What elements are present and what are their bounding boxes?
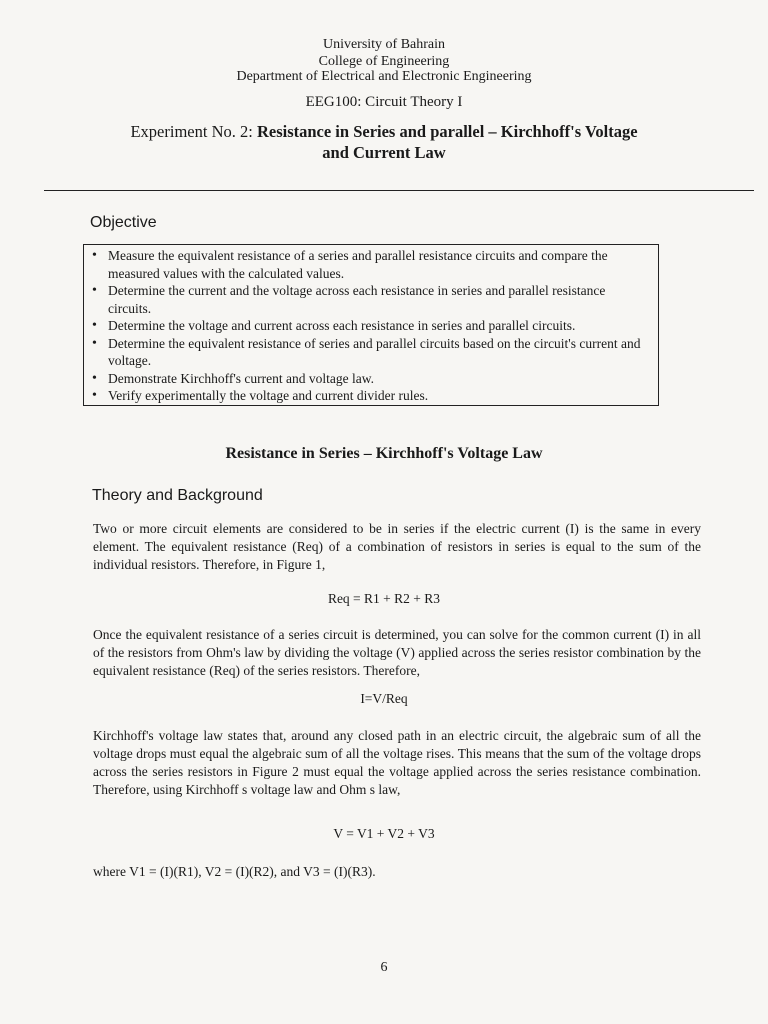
paragraph-ohms-law: Once the equivalent resistance of a series circuit is determined, you can solve for the common current (I) in all of the resistors from Ohm's law by dividing the voltage (V) applied across the series resistor combination by the equivalent resistance (Req) of the series resistors. Therefore,: [93, 627, 701, 678]
objective-item: • Demonstrate Kirchhoff's current and voltage law.: [90, 370, 650, 388]
college-name: College of Engineering: [318, 54, 450, 69]
paragraph-voltage-defs: where V1 = (I)(R1), V2 = (I)(R2), and V3 = (I)(R3).: [93, 864, 376, 879]
equation-voltage-sum: V = V1 + V2 + V3: [333, 826, 435, 841]
experiment-title: [0, 121, 768, 163]
equation-req: Req = R1 + R2 + R3: [327, 591, 441, 606]
objective-item: • Determine the voltage and current across each resistance in series and parallel circuits.: [90, 317, 650, 335]
theory-heading: Theory and Background: [92, 487, 263, 504]
objective-box: [83, 244, 659, 406]
experiment-title-line2: and Current Law: [322, 143, 446, 162]
section-title: Resistance in Series – Kirchhoff's Voltage Law: [225, 445, 543, 462]
course-title: EEG100: Circuit Theory I: [305, 94, 463, 110]
paragraph-series-definition: Two or more circuit elements are considered to be in series if the electric current (I) is the same in every element. The equivalent resistance (Req) of a combination of resistors in series is equal to the sum of the individual resistors. Therefore, in Figure 1,: [93, 521, 701, 572]
page-number: 6: [380, 960, 388, 975]
university-name: University of Bahrain: [322, 37, 446, 52]
paragraph-kvl: Kirchhoff's voltage law states that, around any closed path in an electric circuit, the algebraic sum of all the voltage drops must equal the algebraic sum of all the voltage rises. This means that the sum of the voltage drops across the series resistors in Figure 2 must equal the voltage applied across the series resistance combination. Therefore, using Kirchhoff s voltage law and Ohm s law,: [93, 728, 701, 797]
objective-item: • Measure the equivalent resistance of a series and parallel resistance circuits and compare the measured values with the calculated values.: [90, 247, 650, 282]
objective-item: • Determine the current and the voltage across each resistance in series and parallel resistance circuits.: [90, 282, 650, 317]
experiment-prefix: Experiment No. 2:: [130, 122, 257, 141]
objective-heading: Objective: [90, 214, 157, 231]
header-divider: [44, 190, 754, 191]
objective-item: • Verify experimentally the voltage and current divider rules.: [90, 387, 650, 405]
objective-item: • Determine the equivalent resistance of series and parallel circuits based on the circuit's current and voltage.: [90, 335, 650, 370]
department-name: Department of Electrical and Electronic Engineering: [236, 69, 532, 84]
equation-current: I=V/Req: [360, 691, 408, 706]
objective-list: [90, 247, 650, 405]
experiment-title-line1: Resistance in Series and parallel – Kirchhoff's Voltage: [256, 122, 638, 141]
